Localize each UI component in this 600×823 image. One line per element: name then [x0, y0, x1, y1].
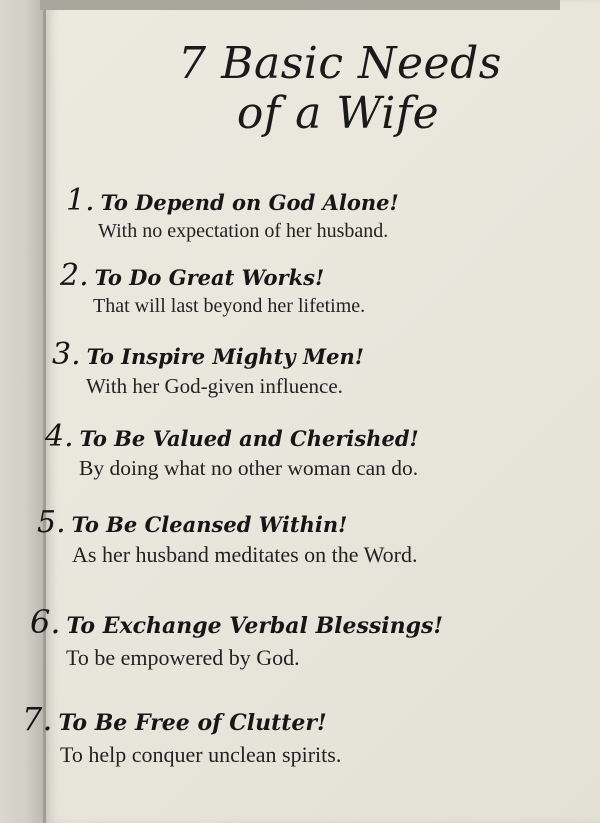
item-title: To Do Great Works!	[94, 265, 325, 290]
item-number: 1.	[66, 183, 95, 218]
item-number: 6.	[30, 603, 61, 641]
item-number: 2.	[60, 258, 89, 293]
item-heading	[30, 603, 443, 641]
item-description: With her God-given influence.	[86, 374, 343, 398]
item-number: 7.	[22, 700, 53, 738]
item-heading	[37, 505, 417, 540]
page-title-line-2: of a Wife	[236, 88, 440, 139]
item-heading	[60, 258, 365, 293]
page-title-line-1: 7 Basic Needs	[178, 38, 502, 89]
item-heading	[52, 337, 364, 372]
item-description: That will last beyond her lifetime.	[93, 295, 366, 317]
item-number: 4.	[45, 419, 74, 454]
list-item	[37, 505, 417, 568]
item-description: To help conquer unclean spirits.	[60, 742, 342, 767]
item-title: To Be Valued and Cherished!	[79, 426, 419, 451]
list-item	[45, 419, 419, 481]
item-heading	[45, 419, 419, 454]
list-item	[22, 700, 341, 768]
list-item	[60, 258, 365, 318]
item-description: With no expectation of her husband.	[98, 220, 389, 242]
item-description: By doing what no other woman can do.	[79, 456, 419, 480]
list-item	[52, 337, 364, 399]
list-item	[66, 183, 399, 243]
item-title: To Inspire Mighty Men!	[86, 344, 364, 369]
item-title: To Be Cleansed Within!	[71, 512, 348, 537]
item-number: 3.	[52, 337, 81, 372]
item-title: To Exchange Verbal Blessings!	[66, 613, 444, 639]
item-heading	[66, 183, 399, 218]
item-title: To Be Free of Clutter!	[58, 710, 327, 736]
item-number: 5.	[37, 505, 66, 540]
item-heading	[22, 700, 341, 738]
item-description: As her husband meditates on the Word.	[72, 542, 418, 567]
item-description: To be empowered by God.	[66, 645, 300, 670]
item-title: To Depend on God Alone!	[100, 190, 399, 215]
list-item	[30, 603, 443, 671]
